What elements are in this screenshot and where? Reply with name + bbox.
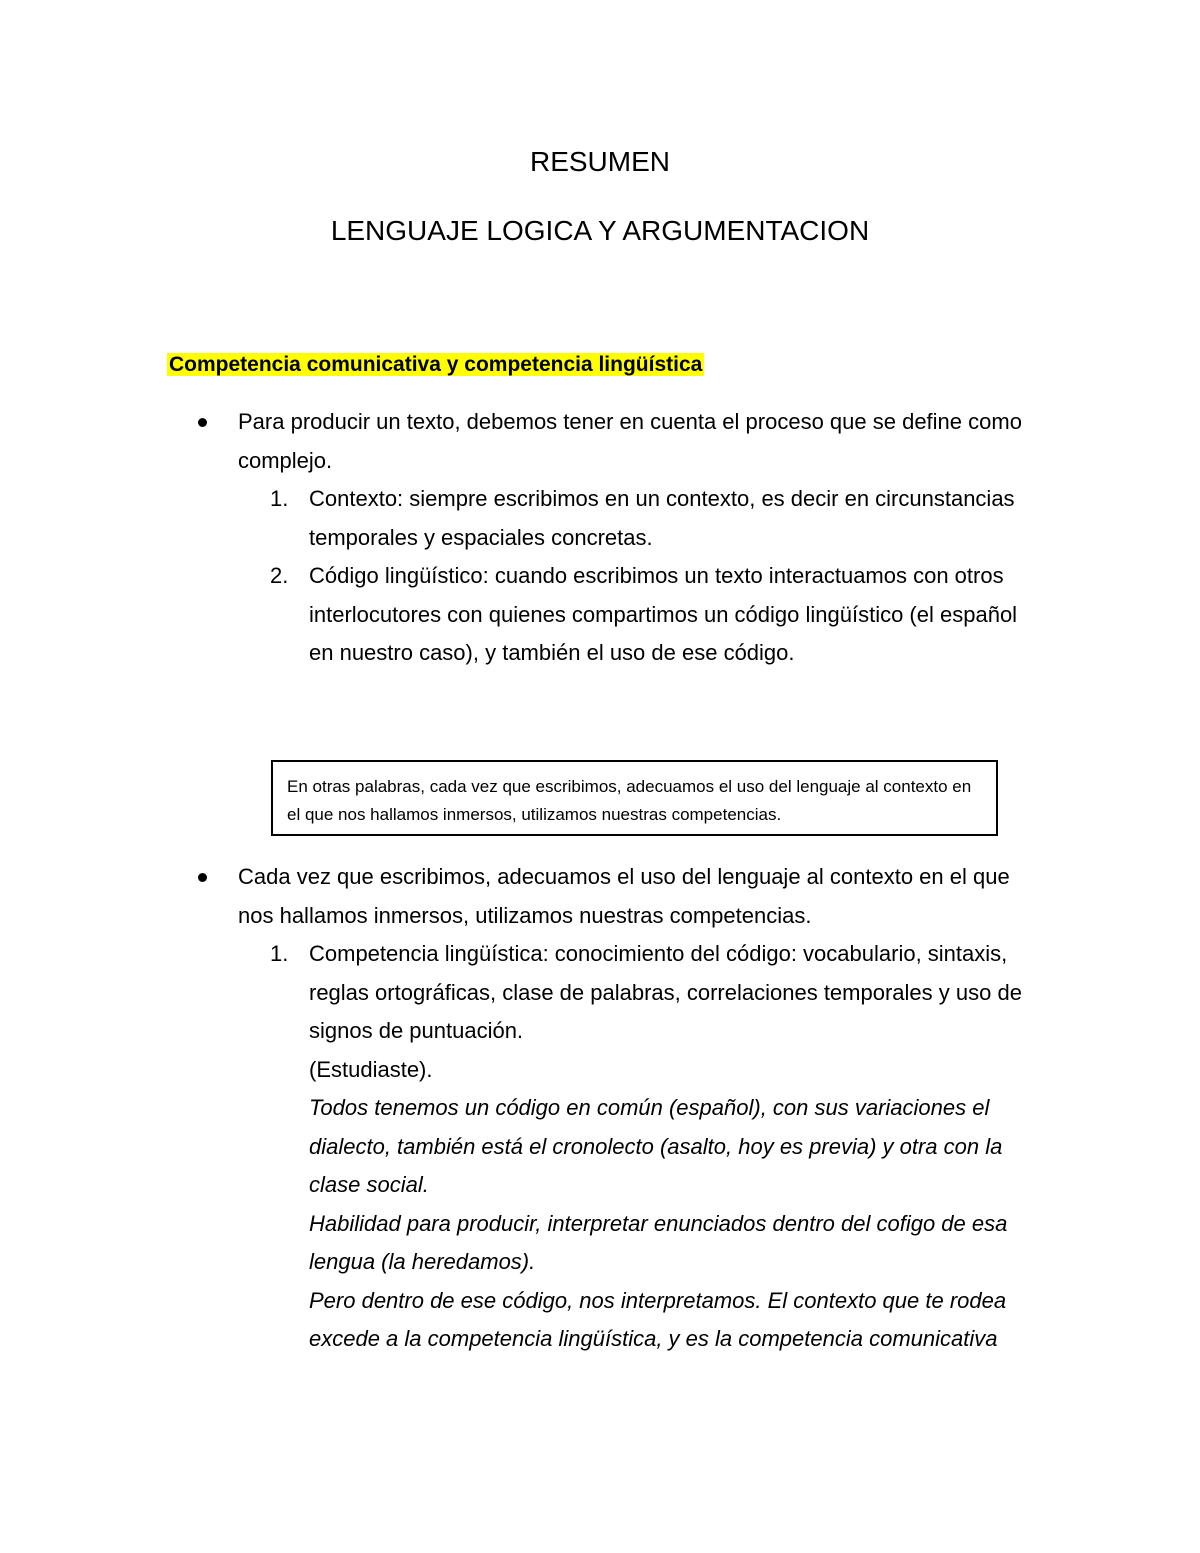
italic-paragraph: Habilidad para producir, interpretar enunciados dentro del cofigo de esa lengua (la heredamos).	[309, 1210, 1008, 1274]
item-text: Contexto: siempre escribimos en un contexto, es decir en circunstancias temporales y espaciales concretas.	[309, 486, 1015, 550]
italic-paragraph: Pero dentro de ese código, nos interpretamos. El contexto que te rodea excede a la competencia lingüística, y es la competencia comunicativa	[309, 1287, 1007, 1351]
numbered-item	[0, 480, 1034, 557]
item-number: 1.	[270, 486, 289, 511]
callout-box	[271, 760, 998, 836]
bullet-item	[0, 858, 1038, 935]
bullet-dot-icon	[198, 873, 207, 882]
item-note: (Estudiaste).	[309, 1056, 433, 1082]
numbered-item	[0, 935, 1034, 1359]
bullet-block-1	[0, 403, 1200, 673]
item-number: 2.	[270, 563, 289, 588]
italic-paragraph: Todos tenemos un código en común (español), con sus variaciones el dialecto, también está el cronolecto (asalto, hoy es previa) y otra con la clase social.	[309, 1095, 1003, 1197]
document-title: RESUMEN	[529, 146, 670, 177]
bullet-text: Para producir un texto, debemos tener en cuenta el proceso que se define como complejo.	[238, 409, 1022, 473]
callout-text: En otras palabras, cada vez que escribimos, adecuamos el uso del lenguaje al contexto en el que nos hallamos inmersos, utilizamos nuestras competencias.	[287, 777, 972, 824]
bullet-block-2	[0, 858, 1200, 1359]
bullet-text: Cada vez que escribimos, adecuamos el uso del lenguaje al contexto en el que nos hallamos inmersos, utilizamos nuestras competencias.	[238, 864, 1010, 928]
bullet-item	[0, 403, 1038, 480]
numbered-item	[0, 557, 1034, 673]
section-heading	[167, 350, 704, 380]
document-subtitle: LENGUAJE LOGICA Y ARGUMENTACION	[330, 215, 870, 246]
item-text: Competencia lingüística: conocimiento del código: vocabulario, sintaxis, reglas ortográficas, clase de palabras, correlaciones temporales y uso de signos de puntuación.	[309, 941, 1022, 1043]
bullet-dot-icon	[198, 418, 207, 427]
item-number: 1.	[270, 941, 289, 966]
item-text: Código lingüístico: cuando escribimos un texto interactuamos con otros interlocutores con quienes compartimos un código lingüístico (el español en nuestro caso), y también el uso de ese código.	[309, 563, 1018, 665]
highlighted-heading-text: Competencia comunicativa y competencia lingüística	[169, 353, 703, 376]
